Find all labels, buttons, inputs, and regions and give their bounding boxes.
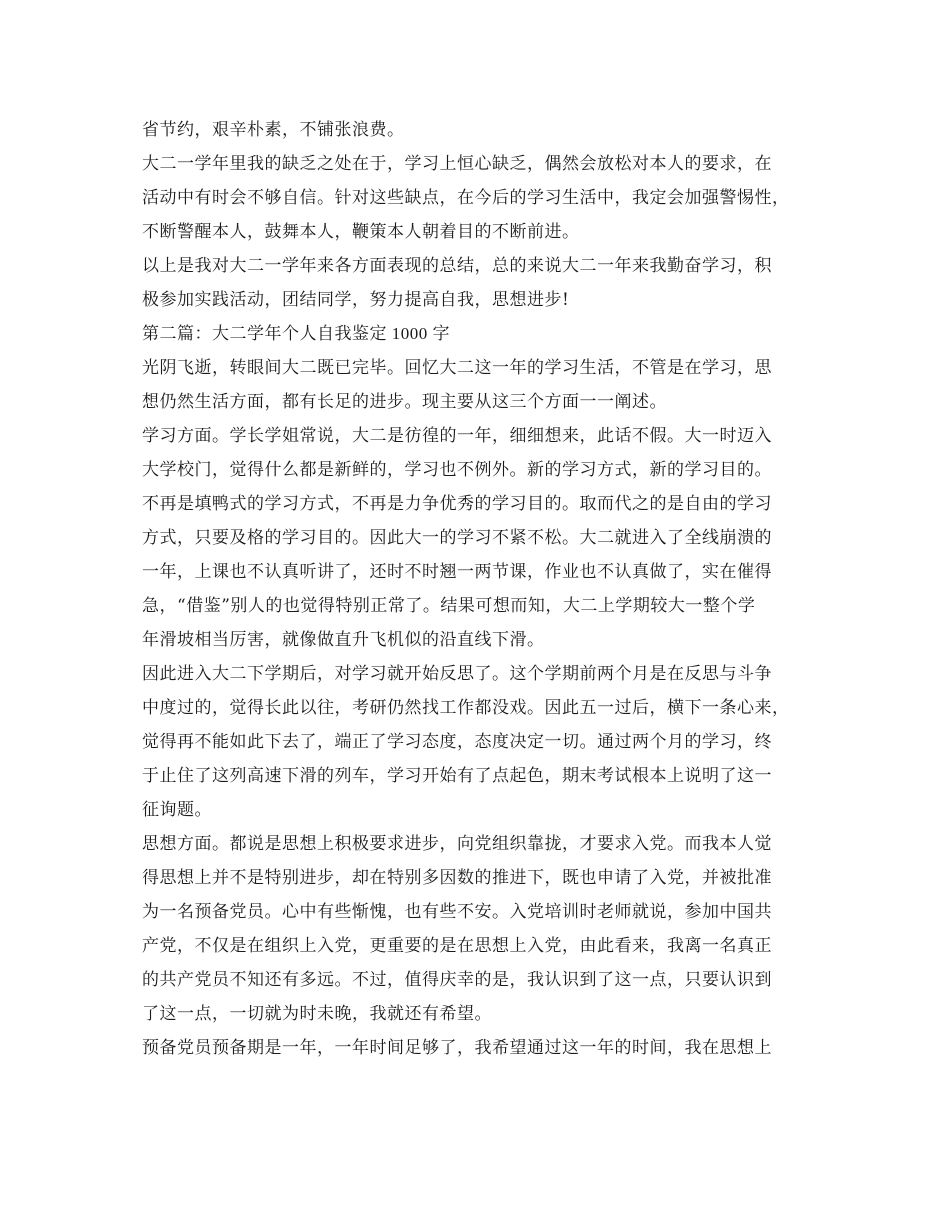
- text-line: 想仍然生活方面，都有长足的进步。现主要从这三个方面一一阐述。: [142, 392, 667, 412]
- text-line: 因此进入大二下学期后，对学习就开始反思了。这个学期前两个月是在反思与斗争: [142, 664, 772, 684]
- text-line: 年滑坡相当厉害，就像做直升飞机似的沿直线下滑。: [142, 630, 545, 650]
- section-heading: 第二篇：大二学年个人自我鉴定 1000 字: [142, 324, 450, 343]
- text-line: 急，“借鉴”别人的也觉得特别正常了。结果可想而知，大二上学期较大一整个学: [142, 596, 756, 616]
- text-line: 产党，不仅是在组织上入党，更重要的是在思想上入党，由此看来，我离一名真正: [142, 936, 772, 956]
- text-line: 学习方面。学长学姐常说，大二是彷徨的一年，细细想来，此话不假。大一时迈入: [142, 426, 772, 446]
- text-line: 的共产党员不知还有多远。不过，值得庆幸的是，我认识到了这一点，只要认识到: [142, 970, 772, 990]
- text-line: 极参加实践活动，团结同学，努力提高自我，思想进步!: [142, 290, 570, 310]
- text-line: 活动中有时会不够自信。针对这些缺点，在今后的学习生活中，我定会加强警惕性，: [142, 188, 790, 208]
- document-body: [142, 113, 822, 1065]
- text-line: 思想方面。都说是思想上积极要求进步，向党组织靠拢，才要求入党。而我本人觉: [142, 834, 772, 854]
- text-line: 不断警醒本人，鼓舞本人，鞭策本人朝着目的不断前进。: [142, 222, 580, 242]
- text-line: 于止住了这列高速下滑的列车，学习开始有了点起色，期末考试根本上说明了这一: [142, 766, 772, 786]
- text-line: 光阴飞逝，转眼间大二既已完毕。回忆大二这一年的学习生活，不管是在学习，思: [142, 358, 772, 378]
- text-line: 一年，上课也不认真听讲了，还时不时翘一两节课，作业也不认真做了，实在催得: [142, 562, 772, 582]
- text-line: 大二一学年里我的缺乏之处在于，学习上恒心缺乏，偶然会放松对本人的要求，在: [142, 154, 772, 174]
- text-line: 预备党员预备期是一年，一年时间足够了，我希望通过这一年的时间，我在思想上: [142, 1038, 772, 1058]
- text-line: 不再是填鸭式的学习方式，不再是力争优秀的学习目的。取而代之的是自由的学习: [142, 494, 772, 514]
- text-line: 中度过的，觉得长此以往，考研仍然找工作都没戏。因此五一过后，横下一条心来，: [142, 698, 790, 718]
- text-line: 了这一点，一切就为时未晚，我就还有希望。: [142, 1004, 492, 1024]
- text-line: 征询题。: [142, 800, 212, 820]
- text-line: 得思想上并不是特别进步，却在特别多因数的推进下，既也申请了入党，并被批准: [142, 868, 772, 888]
- text-line: 为一名预备党员。心中有些惭愧，也有些不安。入党培训时老师就说，参加中国共: [142, 902, 772, 922]
- text-line: 大学校门，觉得什么都是新鲜的，学习也不例外。新的学习方式，新的学习目的。: [142, 460, 772, 480]
- text-line: 方式，只要及格的学习目的。因此大一的学习不紧不松。大二就进入了全线崩溃的: [142, 528, 772, 548]
- text-line: 觉得再不能如此下去了，端正了学习态度，态度决定一切。通过两个月的学习，终: [142, 732, 772, 752]
- text-line: 以上是我对大二一学年来各方面表现的总结，总的来说大二一年来我勤奋学习，积: [142, 256, 772, 276]
- text-line: 省节约，艰辛朴素，不铺张浪费。: [142, 120, 405, 140]
